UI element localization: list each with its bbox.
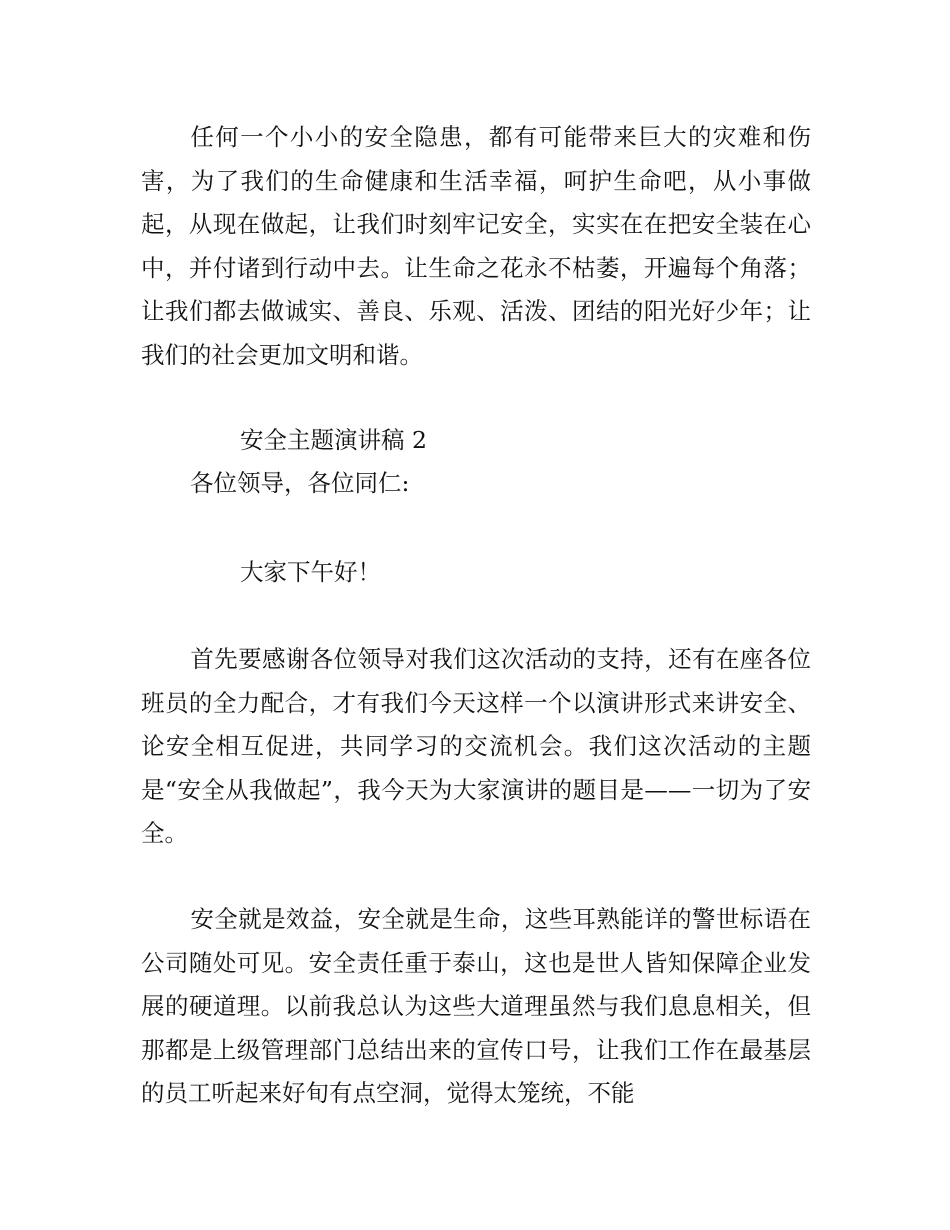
paragraph-safety-hazard: 任何一个小小的安全隐患，都有可能带来巨大的灾难和伤害，为了我们的生命健康和生活幸福，呵护生命吧，从小事做起，从现在做起，让我们时刻牢记安全，实实在在把安全装在心中，并付诸到行动中去。让生命之花永不枯萎，开遍每个角落；让我们都去做诚实、善良、乐观、活泼、团结的阳光好少年；让我们的社会更加文明和谐。 [141,123,811,369]
paragraph-thanks: 首先要感谢各位领导对我们这次活动的支持，还有在座各位班员的全力配合，才有我们今天这样一个以演讲形式来讲安全、论安全相互促进，共同学习的交流机会。我们这次活动的主题是“安全从我做起”，我今天为大家演讲的题目是——一切为了安全。 [141,645,811,847]
speech-heading: 安全主题演讲稿 2 [240,426,427,454]
greeting: 大家下午好！ [240,558,381,586]
paragraph-safety-benefit: 安全就是效益，安全就是生命，这些耳熟能详的警世标语在公司随处可见。安全责任重于泰山，这也是世人皆知保障企业发展的硬道理。以前我总认为这些大道理虽然与我们息息相关，但那都是上级管理部门总结出来的宣传口号，让我们工作在最基层的员工听起来好旬有点空洞，觉得太笼统，不能 [141,905,811,1107]
salutation: 各位领导，各位同仁: [190,469,410,497]
